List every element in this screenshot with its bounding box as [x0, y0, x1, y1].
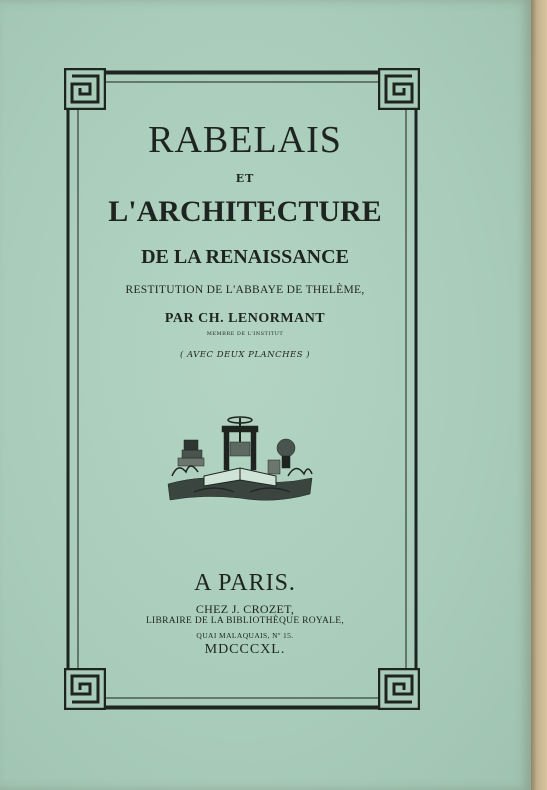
- printing-press-vignette-icon: [164, 414, 316, 512]
- corner-ornament-icon: [64, 668, 106, 710]
- imprint-publisher: CHEZ J. CROZET,: [195, 602, 295, 616]
- page-edge: [531, 0, 547, 790]
- corner-ornament-icon: [378, 68, 420, 110]
- title-renaissance: DE LA RENAISSANCE: [141, 246, 349, 268]
- author-note: MEMBRE DE L'INSTITUT: [206, 331, 284, 337]
- imprint-city: A PARIS.: [194, 570, 296, 596]
- author-line: PAR CH. LENORMANT: [164, 311, 326, 326]
- imprint-address: QUAI MALAQUAIS, Nº 15.: [196, 631, 294, 640]
- subtitle: RESTITUTION DE L'ABBAYE DE THELÈME,: [125, 284, 365, 296]
- corner-ornament-icon: [378, 668, 420, 710]
- imprint-library: LIBRAIRE DE LA BIBLIOTHÈQUE ROYALE,: [145, 616, 345, 626]
- corner-ornament-icon: [64, 68, 106, 110]
- title-main: RABELAIS: [148, 119, 342, 161]
- title-conjunction: ET: [235, 172, 255, 185]
- imprint-date: MDCCCXL.: [204, 642, 286, 657]
- plates-note: ( AVEC DEUX PLANCHES ): [179, 350, 311, 360]
- title-architecture: L'ARCHITECTURE: [108, 195, 382, 228]
